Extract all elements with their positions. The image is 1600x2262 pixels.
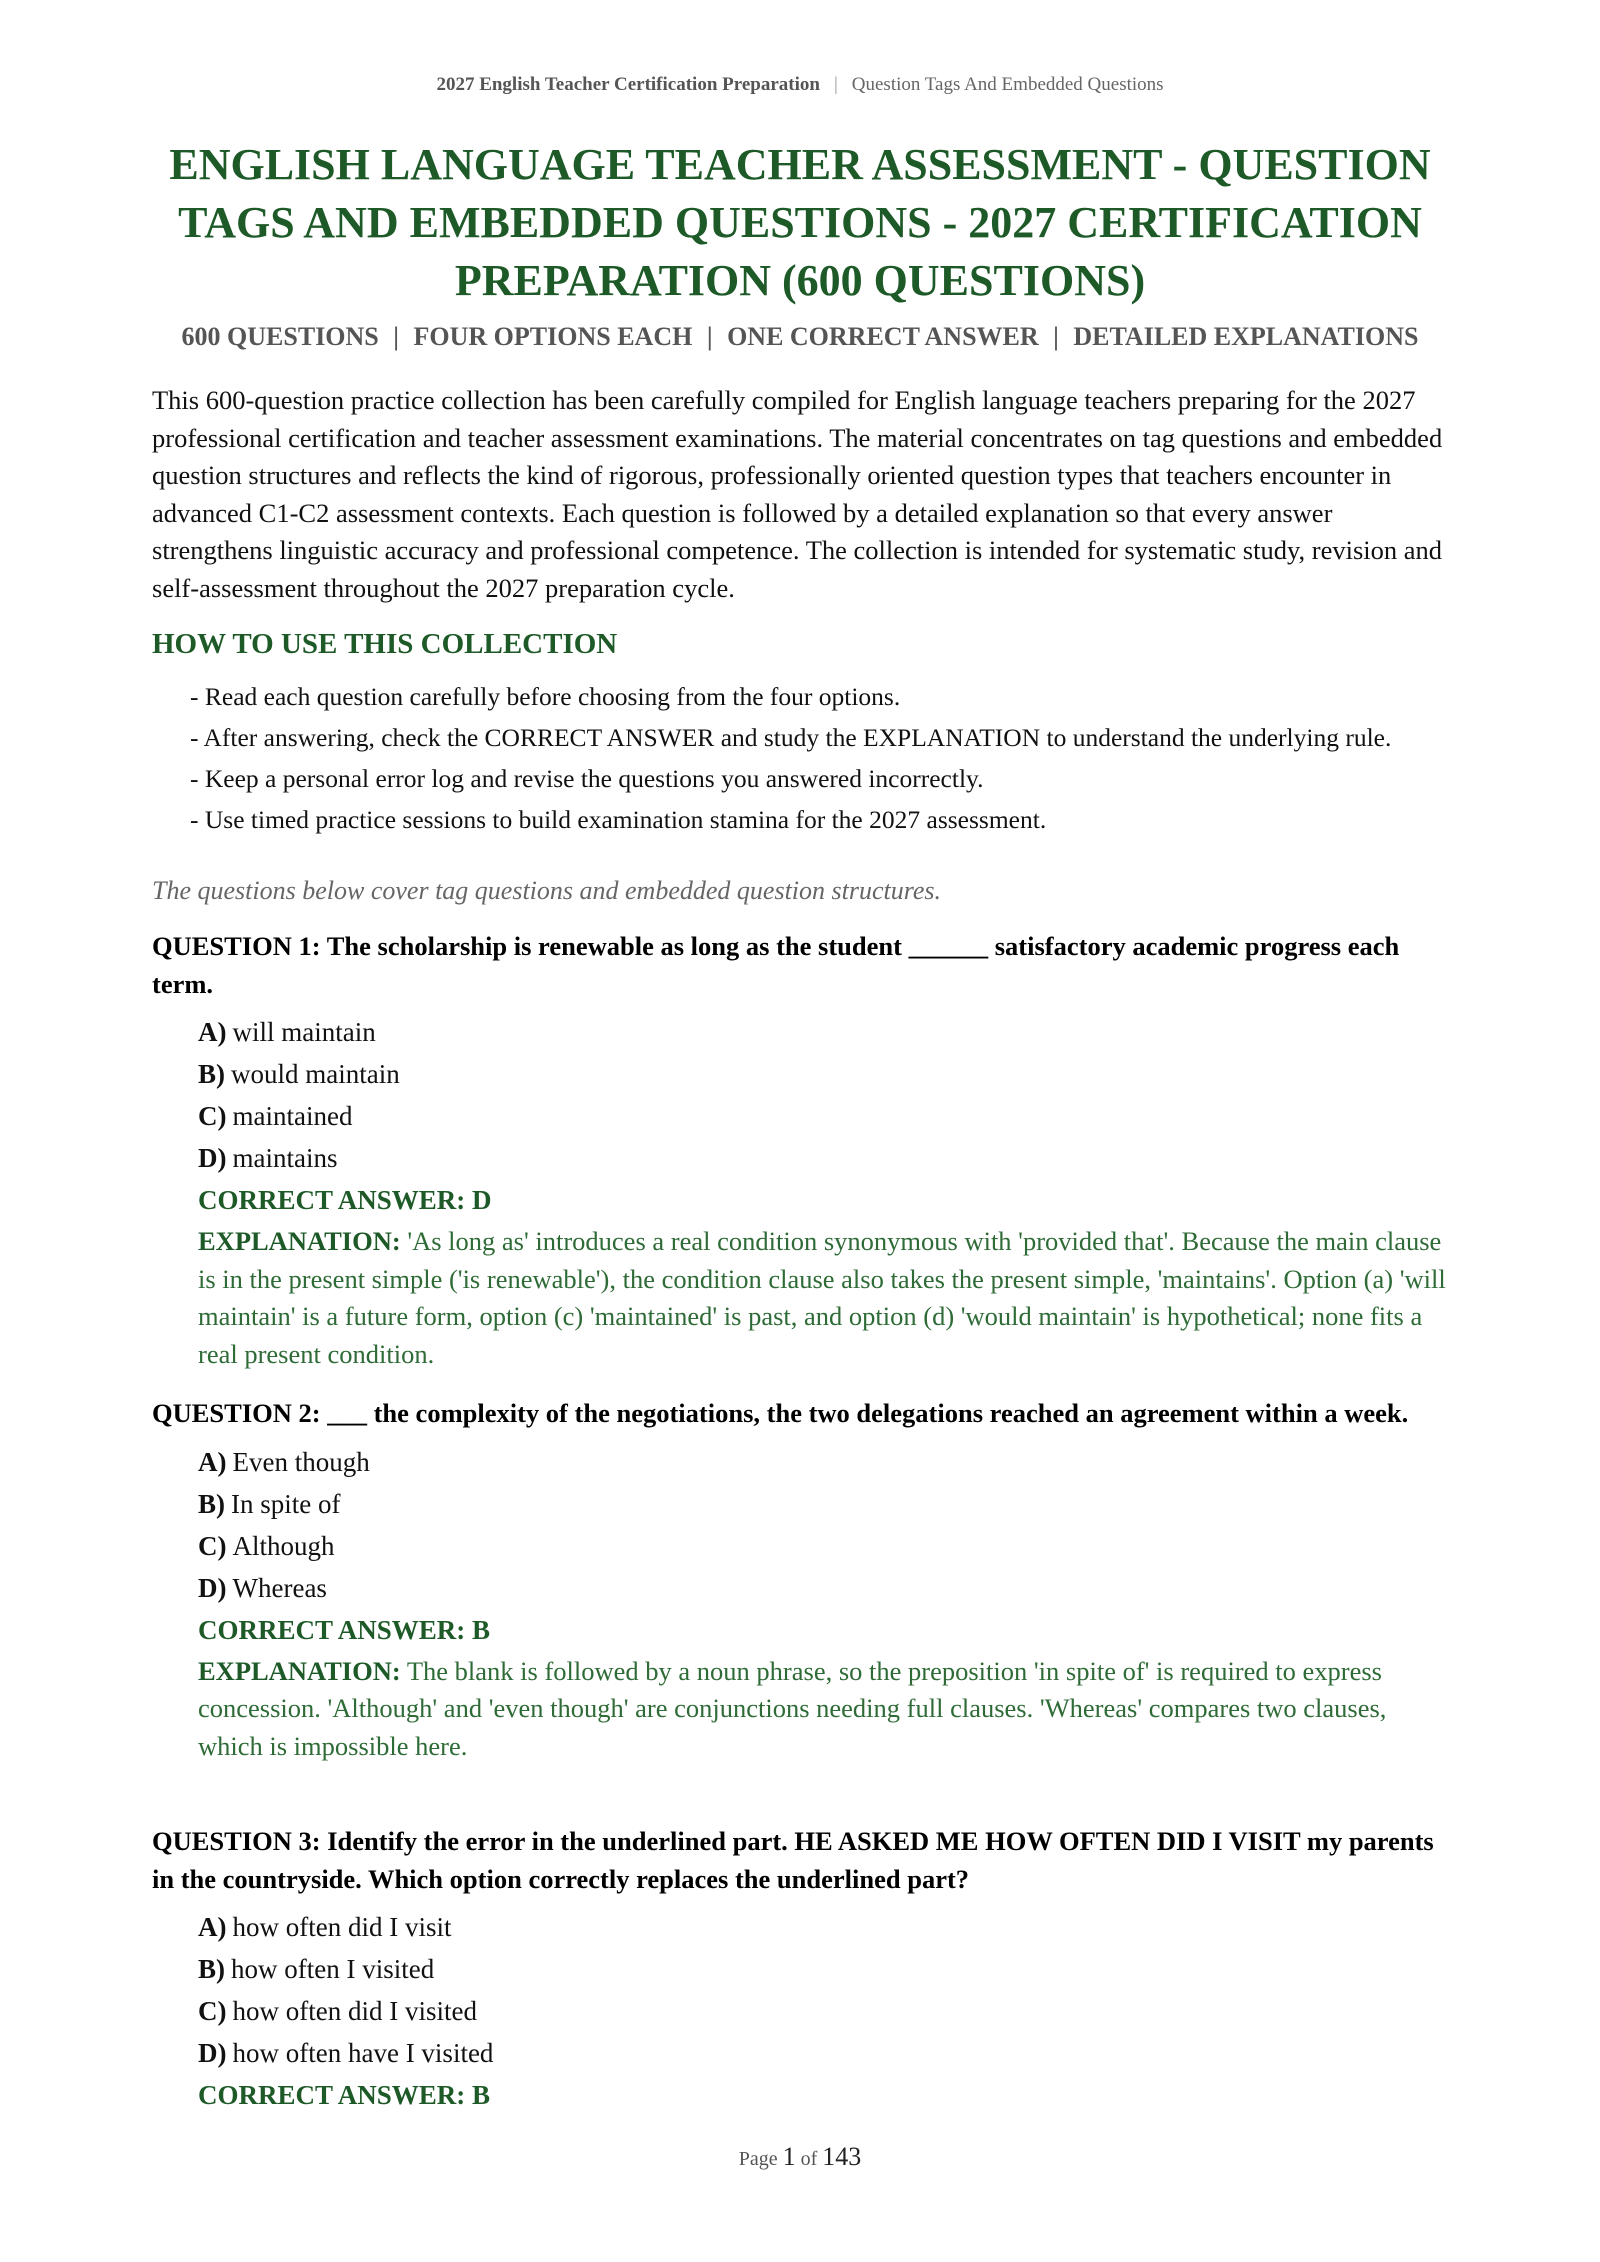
correct-answer: CORRECT ANSWER: D <box>198 1185 492 1215</box>
option-a <box>198 1441 1452 1483</box>
how-to-use-item: - Read each question carefully before choosing from the four options. <box>190 682 901 711</box>
option-text: how often did I visited <box>232 1996 477 2026</box>
option-list <box>198 1441 1452 1609</box>
meta-item: DETAILED EXPLANATIONS <box>1073 322 1419 351</box>
page-word: Page <box>738 2148 778 2170</box>
questions-note: The questions below cover tag questions and embedded question structures. <box>152 876 942 905</box>
total-pages: 143 <box>822 2142 862 2171</box>
option-b <box>198 1053 1452 1095</box>
question-stem: QUESTION 1: The scholarship is renewable as long as the student ______ satisfactory academic progress each term. <box>152 931 1400 999</box>
of-word: of <box>800 2148 818 2170</box>
option-a <box>198 1906 1452 1948</box>
intro-paragraph: This 600-question practice collection has been carefully compiled for English language teachers preparing for the 2027 professional certification and teacher assessment examinations. The material concentrates on tag questions and embedded question structures and reflects the kind of rigorous, professionally oriented question types that teachers encounter in advanced C1-C2 assessment contexts. Each question is followed by a detailed explanation so that every answer strengthens linguistic accuracy and professional competence. The collection is intended for systematic study, revision and self-assessment throughout the 2027 preparation cycle. <box>152 385 1443 603</box>
correct-answer: CORRECT ANSWER: B <box>198 2080 491 2110</box>
explanation-label: EXPLANATION: <box>198 1226 401 1256</box>
question-3 <box>152 1823 1452 2116</box>
header-chapter: Question Tags And Embedded Questions <box>851 74 1164 95</box>
option-c <box>198 1095 1452 1137</box>
option-list <box>198 1906 1452 2074</box>
option-c <box>198 1525 1452 1567</box>
option-letter: D) <box>198 2038 227 2068</box>
option-text: how often did I visit <box>232 1912 452 1942</box>
meta-item: FOUR OPTIONS EACH <box>413 322 693 351</box>
how-to-use-item: - Keep a personal error log and revise the questions you answered incorrectly. <box>190 764 984 793</box>
option-letter: A) <box>198 1912 227 1942</box>
option-text: maintained <box>232 1101 353 1131</box>
option-letter: A) <box>198 1017 227 1047</box>
explanation-text: The blank is followed by a noun phrase, so the preposition 'in spite of' is required to express concession. 'Although' and 'even though' are conjunctions needing full clauses. 'Whereas' compares two clauses, which is impossible here. <box>198 1655 1387 1761</box>
option-letter: B) <box>198 1488 225 1519</box>
option-c <box>198 1990 1452 2032</box>
option-letter: C) <box>198 1101 227 1131</box>
meta-line <box>100 322 1500 352</box>
option-letter: B) <box>198 1059 225 1089</box>
how-to-use-item: - Use timed practice sessions to build examination stamina for the 2027 assessment. <box>190 805 1047 834</box>
meta-separator: | <box>1053 322 1059 351</box>
option-letter: B) <box>198 1954 225 1984</box>
option-text: how often have I visited <box>232 2038 494 2068</box>
option-letter: A) <box>198 1446 227 1477</box>
page-number: 1 <box>782 2142 796 2171</box>
how-to-use-heading: HOW TO USE THIS COLLECTION <box>152 628 618 660</box>
option-text: would maintain <box>231 1059 400 1089</box>
option-b <box>198 1483 1452 1525</box>
option-text: Even though <box>232 1446 370 1477</box>
option-text: In spite of <box>231 1488 341 1519</box>
meta-separator: | <box>706 322 713 351</box>
meta-item: 600 QUESTIONS <box>181 322 379 351</box>
meta-item: ONE CORRECT ANSWER <box>727 322 1039 351</box>
page-footer <box>0 2142 1600 2172</box>
option-text: Although <box>232 1530 335 1561</box>
meta-separator: | <box>393 322 400 351</box>
option-letter: D) <box>198 1143 227 1173</box>
header-book-title: 2027 English Teacher Certification Preparation <box>436 74 820 95</box>
explanation <box>198 1653 1448 1766</box>
explanation-text: 'As long as' introduces a real condition synonymous with 'provided that'. Because the main clause is in the present simple ('is renewable'), the condition clause also takes the present simple, 'maintains'. Option (a) 'will maintain' is a future form, option (c) 'maintained' is past, and option (d) 'would maintain' is hypothetical; none fits a real present condition. <box>198 1226 1446 1369</box>
option-letter: C) <box>198 1996 227 2026</box>
explanation <box>198 1223 1448 1373</box>
question-stem: QUESTION 3: Identify the error in the underlined part. HE ASKED ME HOW OFTEN DID I VISIT my parents in the countryside. Which option correctly replaces the underlined part? <box>152 1826 1434 1894</box>
how-to-use-item: - After answering, check the CORRECT ANSWER and study the EXPLANATION to understand the underlying rule. <box>190 723 1392 752</box>
option-letter: C) <box>198 1530 227 1561</box>
question-1 <box>152 928 1452 1373</box>
option-text: Whereas <box>232 1572 327 1603</box>
correct-answer: CORRECT ANSWER: B <box>198 1614 491 1645</box>
option-b <box>198 1948 1452 1990</box>
explanation-label: EXPLANATION: <box>198 1655 401 1686</box>
option-d <box>198 2032 1452 2074</box>
option-a <box>198 1011 1452 1053</box>
document-title: ENGLISH LANGUAGE TEACHER ASSESSMENT - QUESTION TAGS AND EMBEDDED QUESTIONS - 2027 CERTIFICATION PREPARATION (600 QUESTIONS) <box>169 140 1431 305</box>
option-list <box>198 1011 1452 1179</box>
running-header <box>0 74 1600 96</box>
option-letter: D) <box>198 1572 227 1603</box>
question-2 <box>152 1395 1452 1765</box>
option-text: maintains <box>232 1143 338 1173</box>
option-d <box>198 1567 1452 1609</box>
option-text: will maintain <box>232 1017 376 1047</box>
option-text: how often I visited <box>231 1954 435 1984</box>
how-to-use-list <box>190 678 1450 842</box>
question-stem: QUESTION 2: ___ the complexity of the negotiations, the two delegations reached an agreement within a week. <box>152 1398 1409 1428</box>
option-d <box>198 1137 1452 1179</box>
header-separator: | <box>833 74 838 95</box>
